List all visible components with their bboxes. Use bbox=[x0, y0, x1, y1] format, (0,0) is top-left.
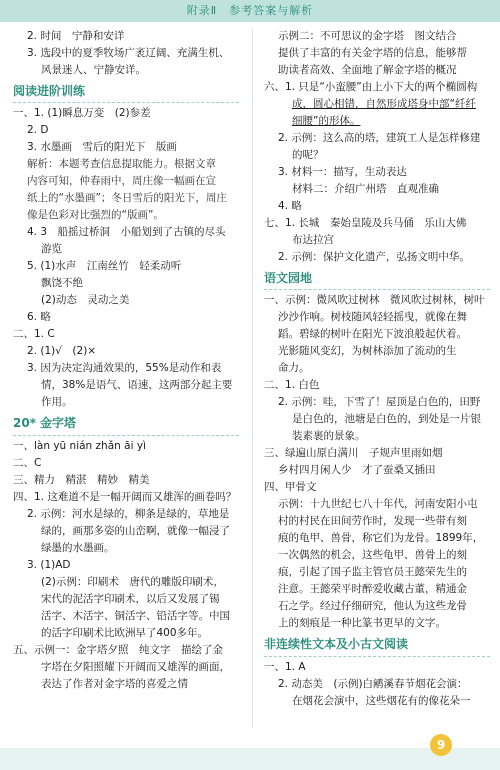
answer-line: 2. D bbox=[27, 124, 49, 137]
answer-line: 6. 略 bbox=[27, 311, 51, 324]
answer-line: 的活字印刷术比欧洲早了400多年。 bbox=[41, 626, 209, 639]
answer-line: 蹈。碧绿的树叶在阳光下波浪般起伏着。 bbox=[278, 328, 467, 341]
answer-line: 四、甲骨文 bbox=[264, 481, 317, 494]
answer-line: 作用。 bbox=[41, 396, 73, 409]
answer-line: 表达了作者对金字塔的喜爱之情 bbox=[41, 677, 188, 690]
answer-line: (2)动态 灵动之美 bbox=[41, 294, 130, 307]
section-title: 非连续性文本及小古文阅读 bbox=[264, 637, 409, 652]
answer-line: 5. (1)水声 江南丝竹 轻柔动听 bbox=[27, 260, 182, 273]
answer-line: 一次偶然的机会，这些龟甲、兽骨上的刻 bbox=[278, 549, 467, 562]
answer-line: 飘饶不绝 bbox=[41, 277, 83, 290]
answer-line: 2. 时间 宁静和安详 bbox=[27, 30, 125, 42]
section-heading bbox=[13, 82, 239, 103]
answer-line: 乡村四月闲人少 才了蚕桑又插田 bbox=[278, 464, 436, 477]
answer-line: 2. (1)√ (2)× bbox=[27, 345, 97, 358]
answer-line: 在烟花会演中，这些烟花有的像花朵一 bbox=[292, 694, 471, 707]
answer-line: 二、1. 白色 bbox=[264, 379, 320, 392]
section-heading bbox=[13, 414, 239, 435]
answer-line: 三、精力 精湛 精妙 精美 bbox=[13, 473, 150, 486]
answer-line: 3. (1)AD bbox=[27, 558, 71, 571]
answer-line: 3. 水墨画 雪后的阳光下 版画 bbox=[27, 141, 177, 154]
answer-line: 2. 示例：河水是绿的，柳条是绿的，草地是 bbox=[27, 507, 230, 520]
answer-line: 五、示例一：金字塔夕照 纯文字 描绘了金 bbox=[13, 643, 223, 656]
answer-line: 情，38%是语气、语速，这两部分起主要 bbox=[41, 379, 233, 392]
section-title: 金字塔 bbox=[39, 416, 76, 431]
answer-line: 沙沙作响。树枝随风轻轻摇曳，就像在舞 bbox=[278, 311, 467, 324]
answer-line: 痕，引起了国子监主管官员王懿荣先生的 bbox=[278, 566, 467, 579]
answer-line: 3. 因为决定沟通效果的，55%是动作和表 bbox=[27, 362, 222, 375]
answer-line: 六、1. 只是“小蛮腰”由上小下大的两个椭圆构 bbox=[264, 81, 478, 93]
answer-line: 游览 bbox=[41, 243, 62, 256]
answer-line: 示例：十九世纪七八十年代，河南安阳小屯 bbox=[278, 498, 478, 511]
answer-line: 一、1. A bbox=[264, 660, 306, 673]
answer-line: 二、1. C bbox=[13, 328, 55, 341]
section-title: 语文园地 bbox=[264, 271, 313, 285]
answer-line: 的呢？ bbox=[292, 149, 324, 161]
answer-line: 解析：本题考查信息提取能力。根据文章 bbox=[27, 158, 216, 171]
answer-line: 装素裹的景象。 bbox=[292, 430, 366, 443]
answer-line: 是白色的，池塘是白色的，到处是一片银 bbox=[292, 413, 481, 426]
page-number: 9 bbox=[430, 734, 452, 756]
answer-line: 四、1. 这难道不是一幅开阔而又雄浑的画卷吗？ bbox=[13, 490, 237, 503]
answer-line: 示例二：不可思议的金字塔 图文结合 bbox=[278, 30, 457, 42]
answer-line: 2. 动态美 (示例)白鹇溪春节烟花会演： bbox=[278, 677, 468, 690]
answer-line: 一、示例：微风吹过树林 微风吹过树林，树叶 bbox=[264, 294, 485, 307]
answer-line: 风景迷人、宁静安详。 bbox=[41, 64, 146, 76]
answer-line: 村的村民在田间劳作时，发现一些带有刻 bbox=[278, 515, 467, 528]
answer-line: 细腰”的形体。 bbox=[292, 115, 361, 127]
section-heading bbox=[264, 269, 490, 290]
answer-line: 内容可知，仲春雨中，周庄像一幅画在宣 bbox=[27, 175, 216, 188]
answer-line: 3. 材料一：描写，生动表达 bbox=[278, 166, 407, 178]
answer-line: 活字、木活字、铜活字、铅活字等。中国 bbox=[41, 609, 230, 622]
answer-line: 宋代的泥活字印刷术，以后又发展了锡 bbox=[41, 592, 220, 605]
answer-line: 布达拉宫 bbox=[292, 234, 334, 246]
answer-line: 三、绿遍山原白满川 子规声里雨如烟 bbox=[264, 447, 443, 460]
answer-line: 4. 3 船摇过桥洞 小船划到了古镇的尽头 bbox=[27, 226, 226, 239]
right-column bbox=[264, 28, 490, 710]
section-title: 阅读进阶训练 bbox=[13, 84, 86, 98]
answer-line: 绿的，画那多姿的山峦啊，就像一幅浸了 bbox=[41, 524, 230, 537]
answer-line: 2. 示例：这么高的塔，建筑工人是怎样修建 bbox=[278, 132, 481, 144]
answer-line: 2. 示例：保护文化遗产，弘扬文明中华。 bbox=[278, 251, 470, 263]
answer-line: 一、làn yū nián zhǎn āi yì bbox=[13, 439, 146, 452]
answer-line: 助读者高效、全面地了解金字塔的概况 bbox=[278, 64, 457, 76]
footer-bar bbox=[0, 748, 500, 770]
answer-line: 字塔在夕阳照耀下开阔而又雄浑的画面， bbox=[41, 660, 230, 673]
left-column bbox=[13, 28, 239, 693]
answer-line: 七、1. 长城 秦始皇陵及兵马俑 乐山大佛 bbox=[264, 217, 467, 229]
answer-line: 2. 示例：哇，下雪了！屋顶是白色的，田野 bbox=[278, 396, 481, 409]
answer-line: 成，圆心相错，自然形成塔身中部“纤纤 bbox=[292, 98, 476, 110]
answer-line: 痕的龟甲、兽骨，称它们为龙骨。1899年， bbox=[278, 532, 484, 545]
answer-line: 注意。王懿荣平时醉爱收藏古董，精通金 bbox=[278, 583, 467, 596]
answer-line: 提供了丰富的有关金字塔的信息，能够帮 bbox=[278, 47, 467, 59]
answer-line: 纸上的“水墨画”；冬日雪后的阳光下，周庄 bbox=[27, 192, 227, 205]
header-title: 附录Ⅱ 参考答案与解析 bbox=[186, 4, 314, 17]
answer-line: 像是色彩对比强烈的“版画”。 bbox=[27, 209, 164, 222]
answer-line: 光影随风变幻，为树林添加了流动的生 bbox=[278, 345, 457, 358]
answer-line: 4. 略 bbox=[278, 200, 302, 212]
answer-line: 3. 选段中的夏季牧场广袤辽阔、充满生机、 bbox=[27, 47, 230, 59]
answer-line: 石之学。经过仔细研究，他认为这些龙骨 bbox=[278, 600, 467, 613]
lesson-number: 20* bbox=[13, 416, 36, 431]
answer-line: 绿墨的水墨画。 bbox=[41, 541, 115, 554]
page-header bbox=[0, 0, 500, 22]
answer-line: (2)示例：印刷术 唐代的雕版印刷术， bbox=[41, 575, 224, 588]
section-heading bbox=[264, 635, 490, 656]
answer-line: 二、C bbox=[13, 456, 42, 469]
answer-line: 一、1. (1)瞬息万变 (2)参差 bbox=[13, 107, 151, 120]
answer-line: 上的刻痕是一种比篆书更早的文字。 bbox=[278, 617, 446, 630]
column-divider bbox=[252, 28, 253, 728]
answer-line: 命力。 bbox=[278, 362, 310, 375]
answer-line: 材料二：介绍广州塔 直观准确 bbox=[292, 183, 439, 195]
